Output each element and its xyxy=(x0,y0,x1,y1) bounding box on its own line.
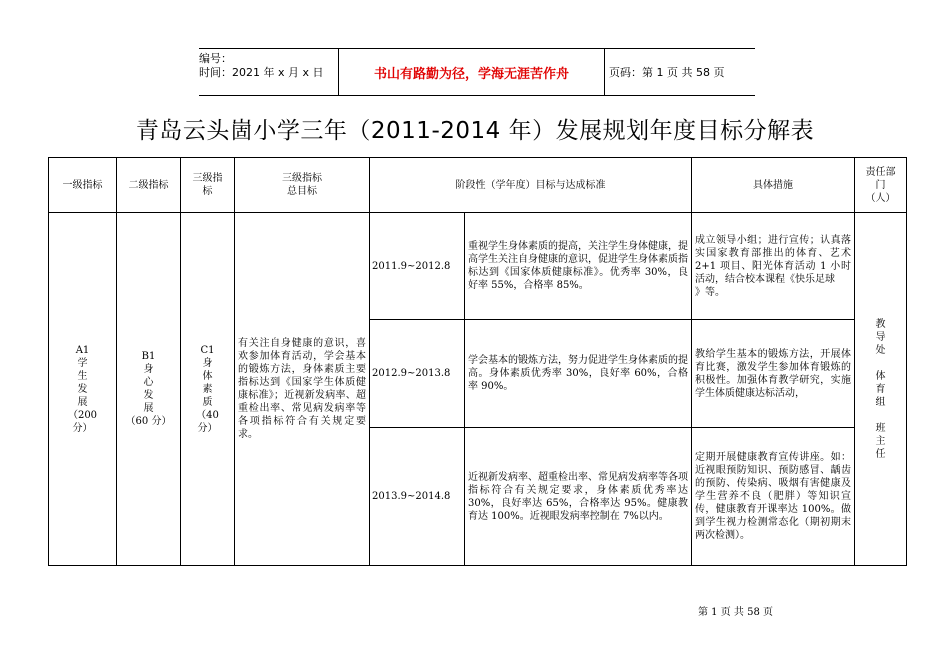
table-row xyxy=(49,213,907,320)
target-cell: 近视新发病率、超重检出率、常见病发病率等各项指标符合有关规定要求，身体素质优秀率达 30%，良好率达 65%，合格率达 95%。健康教育达 100%。近视眼发病率控制在 7%以内。 xyxy=(465,428,692,566)
header-info xyxy=(199,49,338,98)
period-cell: 2013.9~2014.8 xyxy=(370,428,465,566)
responsible-cell: 教 导 处 体 育 组 班 主 任 xyxy=(855,213,907,566)
header-level3-goal: 三级指标 总目标 xyxy=(235,158,370,213)
header-level2: 二级指标 xyxy=(117,158,181,213)
measures-cell: 教给学生基本的锻炼方法，开展体育比赛，激发学生参加体育锻炼的积极性。加强体育教学研究，实施学生体质健康达标活动， xyxy=(692,320,855,428)
period-cell: 2012.9~2013.8 xyxy=(370,320,465,428)
target-cell: 学会基本的锻炼方法，努力促进学生身体素质的提高。身体素质优秀率 30%，良好率 60%，合格率 90%。 xyxy=(465,320,692,428)
time-label: 时间：2021 年 x 月 x 日 xyxy=(199,66,324,79)
level3-goal-cell: 有关注自身健康的意识，喜欢参加体育活动，学会基本的锻炼方法，身体素质主要指标达到《国家学生体质健康标准》；近视新发病率、超重检出率、常见病发病率等各项指标符合有关规定要求。 xyxy=(235,213,370,566)
header-measures: 具体措施 xyxy=(692,158,855,213)
goal-table xyxy=(48,157,907,566)
page-header xyxy=(199,48,755,96)
header-responsible: 责任部 门 （人） xyxy=(855,158,907,213)
page-footer: 第 1 页 共 58 页 xyxy=(698,607,773,618)
table-header-row xyxy=(49,158,907,213)
measures-cell: 定期开展健康教育宣传讲座。如：近视眼预防知识、预防感冒、龋齿的预防、传染病、吸烟有害健康及学生营养不良（肥胖）等知识宣传，健康教育开课率达 100%。做到学生视力检测常态化（期初期末两次检测）。 xyxy=(692,428,855,566)
level2-cell: B1 身 心 发 展 （60 分） xyxy=(117,213,181,566)
header-level1: 一级指标 xyxy=(49,158,117,213)
level3-cell: C1 身 体 素 质 （40 分） xyxy=(181,213,235,566)
period-cell: 2011.9~2012.8 xyxy=(370,213,465,320)
header-motto: 书山有路勤为径，学海无涯苦作舟 xyxy=(338,49,605,95)
header-level3: 三级指 标 xyxy=(181,158,235,213)
number-label: 编号： xyxy=(199,52,232,65)
header-page: 页码：第 1 页 共 58 页 xyxy=(609,66,725,79)
measures-cell: 成立领导小组；进行宣传；认真落实国家教育部推出的体育、艺术 2+1 项目、阳光体育活动 1 小时活动，结合校本课程《快乐足球 》等。 xyxy=(692,213,855,320)
page-title: 青岛云头崮小学三年（2011-2014 年）发展规划年度目标分解表 xyxy=(135,118,815,144)
target-cell: 重视学生身体素质的提高，关注学生身体健康，提高学生关注自身健康的意识，促进学生身体素质指标达到《国家体质健康标准》。优秀率 30%，良好率 55%，合格率 85%。 xyxy=(465,213,692,320)
level1-cell: A1 学 生 发 展 （200 分） xyxy=(49,213,117,566)
header-stage: 阶段性（学年度）目标与达成标准 xyxy=(370,158,692,213)
